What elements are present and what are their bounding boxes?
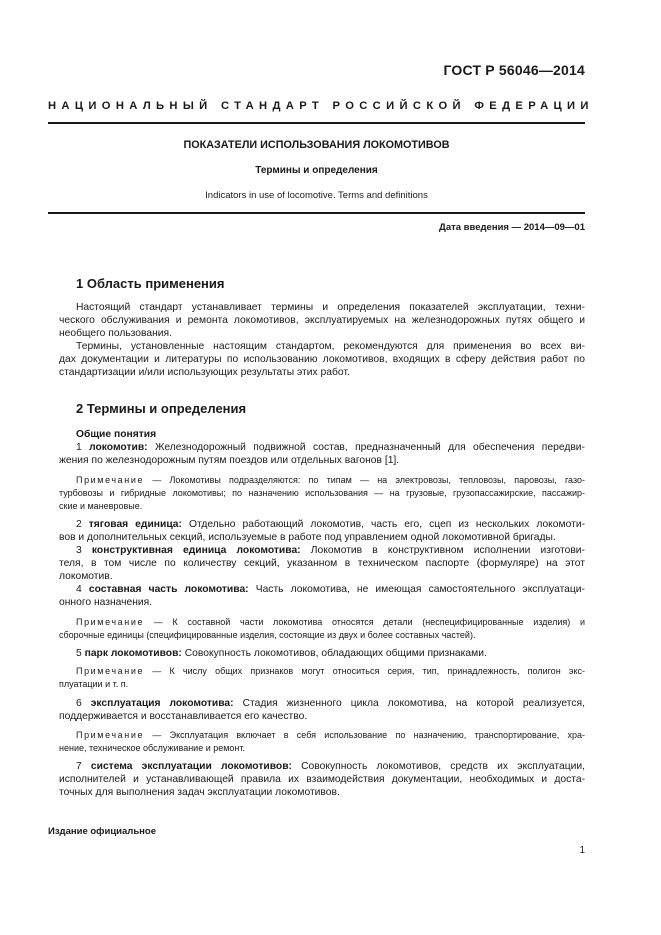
- paragraph-line: ческого обслуживания и ремонта локомотивов, эксплуатируемых на железнодорожных путях общего и: [59, 315, 585, 326]
- term-5-line: [76, 647, 585, 660]
- official-edition-label: Издание официальное: [48, 826, 156, 837]
- term-definition: Совокупность локомотивов, обладающих общими признаками.: [184, 648, 487, 659]
- note-line: плуатации и т. п.: [59, 679, 129, 689]
- term-name: эксплуатация локомотива:: [90, 698, 234, 709]
- term-number: 6: [76, 698, 82, 709]
- term-6-line: поддерживается и восстанавливается его качество.: [59, 711, 308, 722]
- general-concepts-subheading: Общие понятия: [76, 429, 157, 440]
- section-1-heading: 1 Область применения: [76, 276, 225, 291]
- page-number: 1: [579, 845, 585, 856]
- term-name: составная часть локомотива:: [88, 584, 249, 595]
- term-number: 3: [76, 545, 82, 556]
- paragraph-line: Термины, установленные настоящим стандартом, рекомендуются для применения во всех ви-: [76, 341, 585, 352]
- term-definition: Локомотив в конструктивном исполнении изготови-: [310, 545, 585, 556]
- note-line: нение, техническое обслуживание и ремонт.: [59, 743, 246, 753]
- term-6-line: [76, 697, 585, 710]
- term-3-line: локомотив.: [59, 571, 113, 582]
- note-label: Примечание: [76, 617, 145, 627]
- note-line: [76, 616, 585, 629]
- note-line: ские и маневровые.: [59, 501, 143, 511]
- note-text: — Эксплуатация включает в себя использование по назначению, транспортирование, хра-: [152, 730, 585, 740]
- term-7-line: [76, 760, 585, 773]
- term-definition: Отдельно работающий локомотив, часть его, сцеп из нескольких локомоти-: [188, 519, 585, 530]
- term-1-line: жения по железнодорожным путям поездов или отдельных вагонов [1].: [59, 455, 400, 466]
- gost-number: ГОСТ Р 56046—2014: [443, 62, 585, 78]
- term-name: парк локомотивов:: [84, 648, 182, 659]
- note-line: турбовозы и гибридные локомотивы; по назначению использования — на грузовые, грузопассажирские, пассажир-: [59, 488, 585, 498]
- note-text: — Локомотивы подразделяются: по типам — на электровозы, тепловозы, паровозы, газо-: [152, 475, 585, 485]
- document-subtitle: Термины и определения: [255, 165, 378, 176]
- term-name: локомотив:: [89, 442, 148, 453]
- term-number: 4: [76, 584, 82, 595]
- term-name: система эксплуатации локомотивов:: [90, 761, 292, 772]
- note-text: — К числу общих признаков могут относиться серия, тип, принадлежность, полигон экс-: [152, 666, 585, 676]
- term-3-line: теля, в том числе по количеству секций, указанном в техническом паспорте (формуляре) на этот: [59, 558, 585, 569]
- term-definition: Стадия жизненного цикла локомотива, на которой реализуется,: [242, 698, 585, 709]
- note-label: Примечание: [76, 666, 145, 676]
- term-definition: Часть локомотива, не имеющая самостоятельного эксплуатаци-: [255, 584, 585, 595]
- note-line: [76, 729, 585, 742]
- section-2-heading: 2 Термины и определения: [76, 401, 247, 416]
- paragraph-line: необщего пользования.: [59, 328, 172, 339]
- note-line: [76, 665, 585, 678]
- term-4-line: онного назначения.: [59, 597, 153, 608]
- term-definition: Совокупность локомотивов, средств их эксплуатации,: [301, 761, 585, 772]
- paragraph-line: стандартизации и/или использующих результаты этих работ.: [59, 367, 350, 378]
- term-number: 2: [76, 519, 82, 530]
- national-standard-banner: НАЦИОНАЛЬНЫЙ СТАНДАРТ РОССИЙСКОЙ ФЕДЕРАЦИИ: [48, 100, 594, 112]
- term-2-line: [76, 518, 585, 531]
- term-3-line: [76, 544, 585, 557]
- term-7-line: исполнителей и устанавливающей правила их взаимодействия документации, необходимых и доста-: [59, 774, 585, 785]
- term-name: тяговая единица:: [88, 519, 182, 530]
- term-number: 7: [76, 761, 82, 772]
- term-2-line: вов и дополнительных секций, используемые в работе под управлением одной локомотивной бригады.: [59, 532, 556, 543]
- term-name: конструктивная единица локомотива:: [91, 545, 301, 556]
- paragraph-line: Настоящий стандарт устанавливает термины и определения показателей эксплуатации, техни-: [76, 302, 585, 313]
- term-number: 5: [76, 648, 82, 659]
- term-4-line: [76, 583, 585, 596]
- title-rule: [48, 212, 585, 214]
- term-1-line: [76, 441, 585, 454]
- header-rule: [48, 122, 585, 124]
- note-line: сборочные единицы (специфицированные изделия, состоящие из двух и более составных частей).: [59, 630, 476, 640]
- note-label: Примечание: [76, 475, 145, 485]
- note-line: [76, 474, 585, 487]
- term-number: 1: [76, 442, 82, 453]
- note-text: — К составной части локомотива относятся детали (неспецифицированные изделия) и: [153, 617, 585, 627]
- term-definition: Железнодорожный подвижной состав, предназначенный для обеспечения передви-: [154, 442, 585, 453]
- paragraph-line: дах документации и литературы по использованию локомотивов, входящих в сферу действия работ по: [59, 354, 585, 365]
- term-7-line: точных для выполнения задач эксплуатации локомотивов.: [59, 787, 340, 798]
- document-title: ПОКАЗАТЕЛИ ИСПОЛЬЗОВАНИЯ ЛОКОМОТИВОВ: [183, 139, 450, 151]
- note-label: Примечание: [76, 730, 145, 740]
- introduction-date: Дата введения — 2014—09—01: [439, 222, 585, 233]
- english-title: Indicators in use of locomotive. Terms and definitions: [205, 190, 428, 201]
